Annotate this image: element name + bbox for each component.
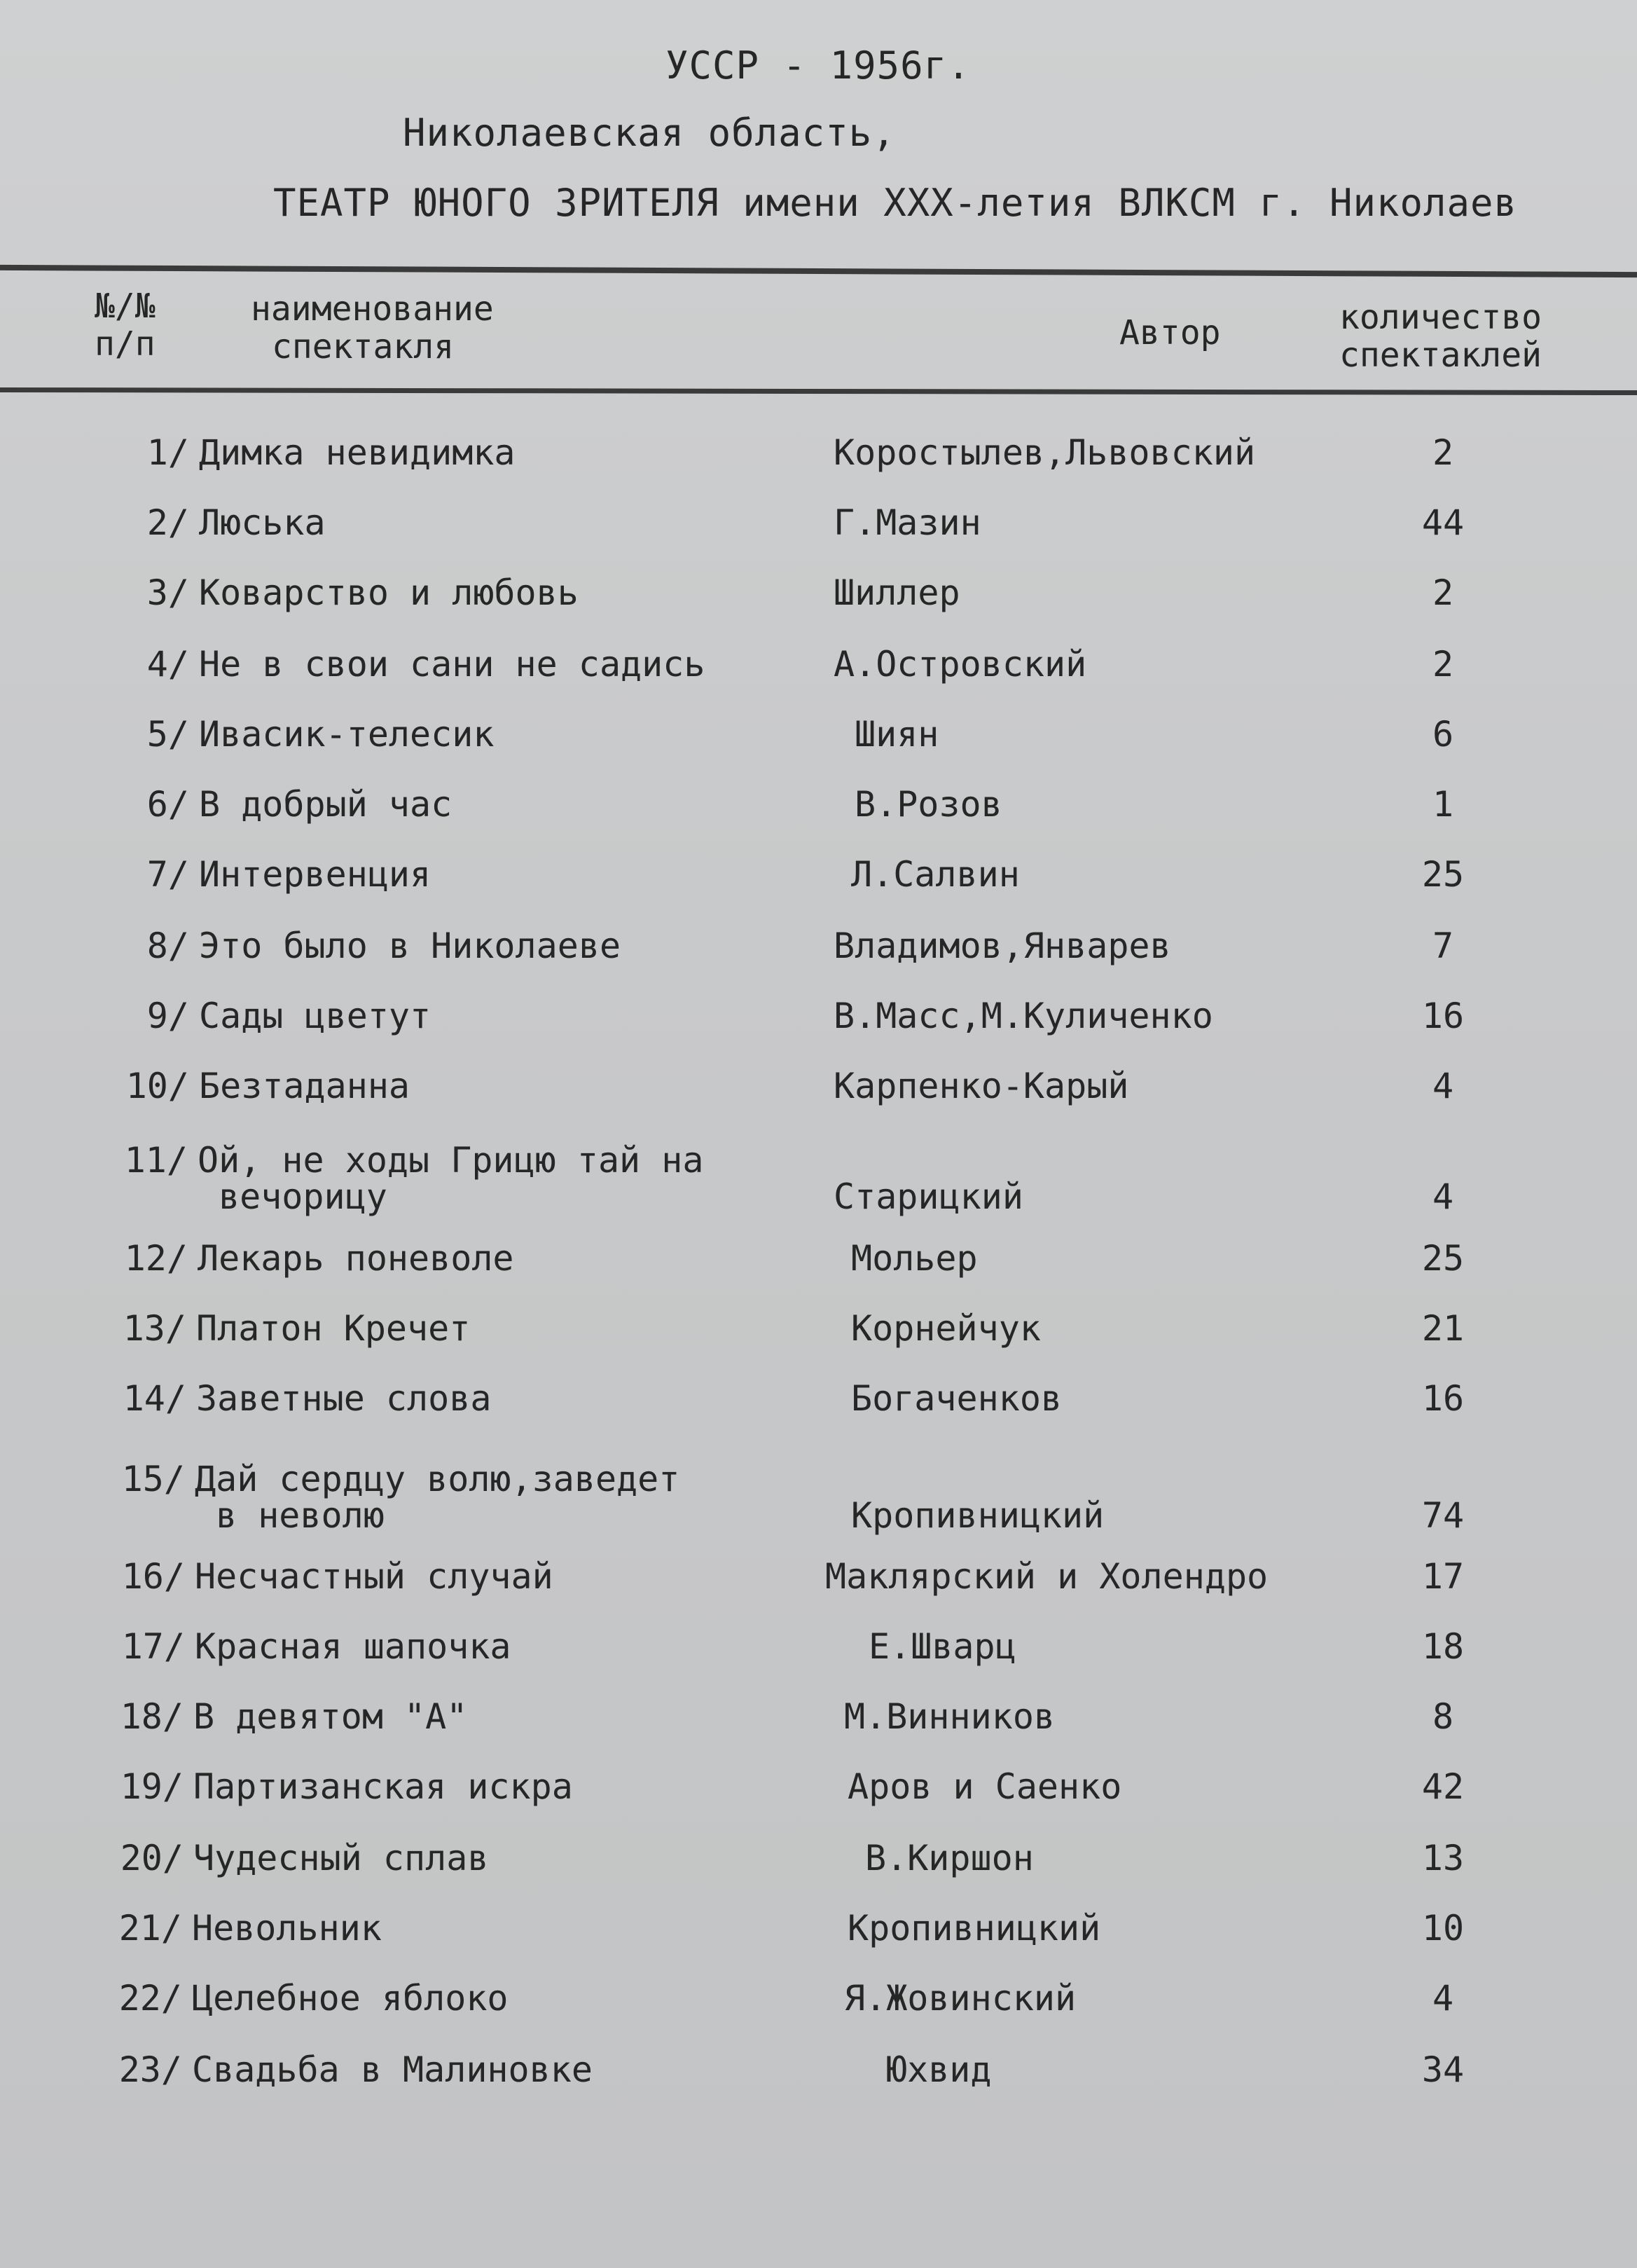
row-number: 9/ — [146, 996, 189, 1036]
row-count: 8 — [1432, 1696, 1454, 1737]
column-header-count-line2: спектаклей — [1339, 336, 1542, 375]
table-row — [0, 998, 1637, 1040]
table-row — [0, 504, 1637, 547]
row-count: 2 — [1432, 432, 1454, 473]
row-title: Интервенция — [199, 854, 431, 895]
row-count: 2 — [1432, 572, 1454, 613]
row-count: 25 — [1421, 1238, 1465, 1279]
row-title: Это было в Николаеве — [199, 926, 621, 966]
column-header-title — [251, 290, 494, 366]
row-count: 4 — [1432, 1066, 1454, 1106]
table-row — [0, 1910, 1637, 1952]
row-number: 18/ — [120, 1696, 184, 1737]
row-count: 6 — [1432, 714, 1454, 755]
row-number: 15/ — [121, 1459, 185, 1499]
table-row — [0, 1628, 1637, 1670]
row-author: М.Винников — [844, 1696, 1056, 1737]
row-author: Г.Мазин — [834, 502, 981, 543]
row-count: 18 — [1421, 1626, 1465, 1667]
table-row — [0, 1380, 1637, 1422]
header-region: Николаевская область, — [403, 111, 896, 155]
row-count: 25 — [1421, 854, 1465, 895]
row-count: 4 — [1432, 1978, 1454, 2019]
row-number: 10/ — [125, 1066, 189, 1106]
row-title: Лекарь поневоле — [198, 1238, 514, 1279]
row-title: Партизанская искра — [193, 1766, 573, 1807]
row-author: Л.Салвин — [851, 854, 1020, 895]
row-number: 17/ — [121, 1626, 185, 1667]
row-title: Дай сердцу волю,заведет — [195, 1459, 680, 1499]
row-number: 14/ — [123, 1378, 186, 1419]
row-title: Несчастный случай — [195, 1556, 553, 1597]
row-number: 11/ — [124, 1140, 188, 1181]
row-title: Ой, не ходы Грицю тай на — [198, 1140, 704, 1181]
header-theatre-name: ТЕАТР ЮНОГО ЗРИТЕЛЯ имени XXX-летия ВЛКСМ г. Николаев — [273, 181, 1518, 225]
table-row — [0, 2051, 1637, 2094]
row-count: 4 — [1432, 1176, 1454, 1217]
table-row — [0, 1840, 1637, 1882]
column-header-count — [1339, 298, 1542, 374]
table-row — [0, 1768, 1637, 1810]
row-author: Я.Жовинский — [844, 1978, 1077, 2019]
table-row — [0, 928, 1637, 970]
row-number: 2/ — [146, 502, 189, 543]
row-number: 6/ — [146, 784, 189, 825]
row-author: В.Розов — [855, 784, 1002, 825]
row-title: Люська — [199, 502, 326, 543]
column-header-number-line2: п/п — [95, 324, 156, 364]
column-header-title-line2: спектакля — [272, 327, 455, 366]
row-author: Старицкий — [834, 1176, 1023, 1217]
row-title: Чудесный сплав — [193, 1838, 489, 1878]
row-title: Платон Кречет — [196, 1308, 471, 1349]
table-row — [0, 1140, 1637, 1217]
row-title: Целебное яблоко — [192, 1978, 509, 2019]
row-author: Владимов,Январев — [834, 926, 1171, 966]
table-row — [0, 572, 1637, 617]
row-author: Маклярский и Холендро — [825, 1556, 1269, 1597]
row-number: 7/ — [146, 854, 189, 895]
row-count: 44 — [1421, 502, 1465, 543]
column-header-title-line1: наименование — [251, 289, 494, 329]
row-title: Свадьба в Малиновке — [192, 2049, 593, 2090]
row-number: 3/ — [146, 572, 189, 613]
row-number: 16/ — [121, 1556, 185, 1597]
row-author: Аров и Саенко — [848, 1766, 1122, 1807]
row-count: 16 — [1421, 1378, 1465, 1419]
row-count: 1 — [1432, 784, 1454, 825]
table-row — [0, 1240, 1637, 1282]
row-author: Юхвид — [886, 2049, 992, 2090]
table-row — [0, 1698, 1637, 1740]
row-number: 13/ — [123, 1308, 186, 1349]
column-header-number-line1: №/№ — [95, 287, 156, 326]
table-header-rule — [0, 387, 1637, 395]
table-row — [0, 1310, 1637, 1352]
row-title: Безтаданна — [199, 1066, 410, 1106]
table-row — [0, 856, 1637, 898]
row-number: 4/ — [146, 644, 189, 685]
row-author: А.Островский — [834, 644, 1087, 685]
table-row — [0, 1459, 1637, 1536]
table-row — [0, 434, 1637, 476]
table-row — [0, 716, 1637, 758]
row-author: Мольер — [851, 1238, 978, 1279]
row-title: Димка невидимка — [199, 432, 516, 473]
row-number: 12/ — [124, 1238, 188, 1279]
row-number: 8/ — [146, 926, 189, 966]
table-row — [0, 1068, 1637, 1110]
row-number: 5/ — [146, 714, 189, 755]
row-number: 19/ — [120, 1766, 184, 1807]
row-title: Не в свои сани не садись — [199, 644, 705, 685]
row-count: 17 — [1421, 1556, 1465, 1597]
row-count: 74 — [1421, 1495, 1465, 1536]
row-number: 1/ — [146, 432, 189, 473]
table-row — [0, 786, 1637, 828]
row-count: 42 — [1421, 1766, 1465, 1807]
row-title: Невольник — [192, 1908, 382, 1949]
row-author: Шиян — [855, 714, 939, 755]
table-row — [0, 646, 1637, 688]
row-title: Ивасик-телесик — [199, 714, 495, 755]
row-count: 16 — [1421, 996, 1465, 1036]
table-top-rule — [0, 265, 1637, 277]
row-author: Кропивницкий — [848, 1908, 1101, 1949]
table-row — [0, 1980, 1637, 2022]
row-title: Коварство и любовь — [199, 572, 579, 613]
row-title: Заветные слова — [196, 1378, 492, 1419]
row-title: В девятом "А" — [193, 1696, 468, 1737]
row-count: 7 — [1432, 926, 1454, 966]
header-republic-year: УССР - 1956г. — [665, 43, 971, 88]
row-author: Е.Шварц — [869, 1626, 1016, 1667]
column-header-number — [95, 287, 156, 363]
row-count: 21 — [1421, 1308, 1465, 1349]
row-author: Карпенко-Карый — [834, 1066, 1129, 1106]
row-number: 22/ — [118, 1978, 182, 2019]
row-count: 34 — [1421, 2049, 1465, 2090]
row-author: Богаченков — [851, 1378, 1063, 1419]
row-author: Коростылев,Львовский — [834, 432, 1256, 473]
row-title: Сады цветут — [199, 996, 431, 1036]
row-number: 20/ — [120, 1838, 184, 1878]
row-count: 13 — [1421, 1838, 1465, 1878]
row-number: 23/ — [118, 2049, 182, 2090]
row-title: В добрый час — [199, 784, 453, 825]
table-row — [0, 1558, 1637, 1600]
row-number: 21/ — [118, 1908, 182, 1949]
row-title: Красная шапочка — [195, 1626, 511, 1667]
column-header-count-line1: количество — [1339, 298, 1542, 337]
row-author: Шиллер — [834, 572, 960, 613]
row-title-continued: в неволю — [216, 1495, 385, 1536]
column-header-author: Автор — [1119, 313, 1221, 352]
row-count: 10 — [1421, 1908, 1465, 1949]
row-author: Кропивницкий — [851, 1495, 1105, 1536]
row-author: В.Масс,М.Куличенко — [834, 996, 1213, 1036]
row-author: Корнейчук — [851, 1308, 1041, 1349]
row-author: В.Киршон — [865, 1838, 1034, 1878]
row-title-continued: вечорицу — [219, 1176, 387, 1217]
row-count: 2 — [1432, 644, 1454, 685]
